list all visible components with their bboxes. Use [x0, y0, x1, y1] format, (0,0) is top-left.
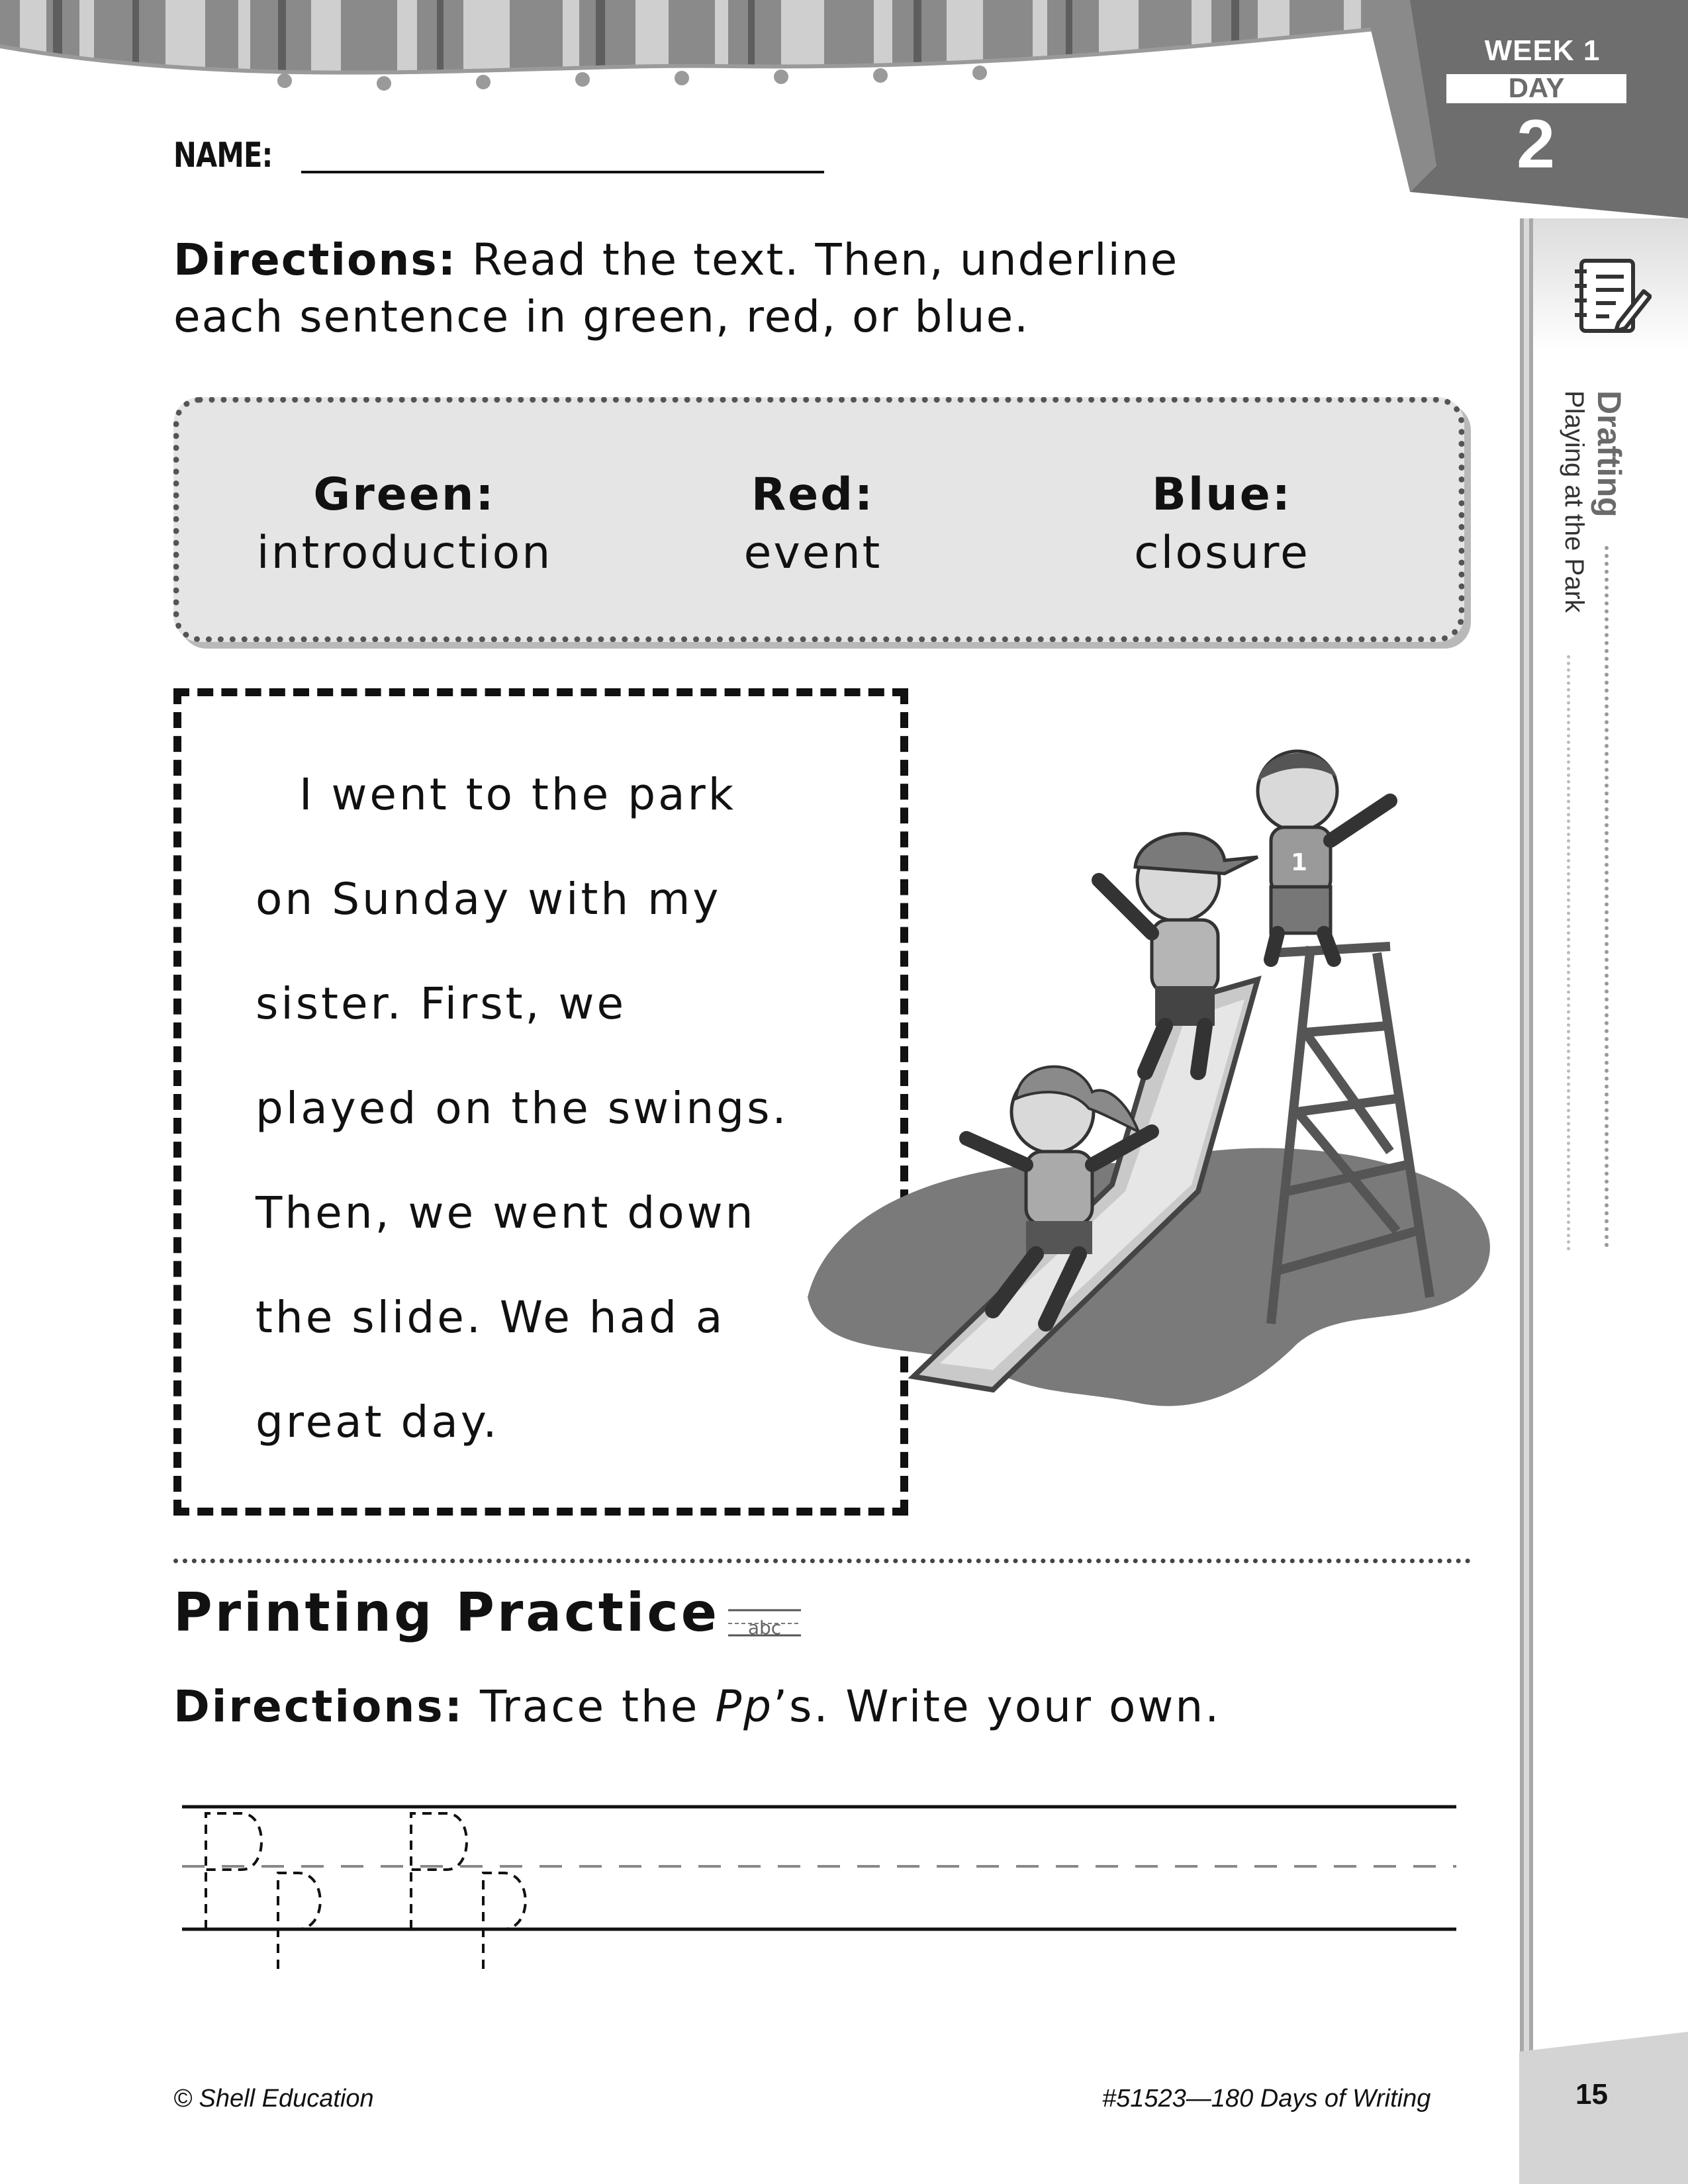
- handwriting-practice-lines[interactable]: [182, 1794, 1456, 2019]
- sidebar-dotted-rule-2: [1567, 655, 1570, 1251]
- color-key-box: [173, 397, 1464, 642]
- section-divider: [173, 1559, 1471, 1563]
- name-label: NAME:: [173, 136, 273, 175]
- story-line-6[interactable]: the slide. We had a: [256, 1292, 726, 1343]
- page-number: 15: [1575, 2078, 1608, 2111]
- printing-practice-title: Printing Practice: [173, 1582, 720, 1643]
- day-number: 2: [1517, 106, 1555, 183]
- story-line-4[interactable]: played on the swings.: [256, 1083, 789, 1134]
- sidebar-stripe-bar: [1520, 218, 1533, 2058]
- printing-directions-pre: Trace the: [464, 1681, 716, 1732]
- sidebar-dotted-rule: [1605, 546, 1609, 1248]
- key-red-value: event: [743, 527, 882, 579]
- story-line-7[interactable]: great day.: [256, 1396, 500, 1447]
- sidebar-topic-label: Playing at the Park: [1560, 390, 1589, 613]
- key-green: [206, 466, 603, 582]
- svg-text:1: 1: [1291, 849, 1308, 876]
- key-red-label: Red:: [751, 469, 875, 521]
- directions-label: Directions:: [173, 234, 457, 285]
- sidebar-label-area: [1549, 390, 1635, 1251]
- key-blue-value: closure: [1134, 527, 1310, 579]
- directions-line1: Read the text. Then, underline: [457, 234, 1179, 285]
- notebook-pencil-icon: [1572, 257, 1652, 340]
- top-decorative-banner: [0, 0, 1403, 99]
- story-line-2[interactable]: on Sunday with my: [256, 874, 722, 925]
- key-green-value: introduction: [256, 527, 553, 579]
- name-write-line[interactable]: [301, 171, 824, 173]
- printing-directions-letters: Pp: [715, 1681, 774, 1732]
- printing-directions: [173, 1681, 1221, 1732]
- key-blue-label: Blue:: [1152, 469, 1292, 521]
- directions-line2: each sentence in green, red, or blue.: [173, 291, 1030, 342]
- abc-icon-text: abc: [747, 1617, 782, 1638]
- day-label: DAY: [1508, 72, 1565, 103]
- key-red: [614, 466, 1011, 582]
- footer-copyright: © Shell Education: [173, 2085, 374, 2113]
- playground-slide-illustration: [794, 728, 1509, 1522]
- directions-text: [173, 232, 1365, 345]
- sidebar-section-label: Drafting: [1591, 390, 1628, 518]
- story-line-5[interactable]: Then, we went down: [256, 1187, 756, 1238]
- key-blue: [1023, 466, 1421, 582]
- story-line-1[interactable]: I went to the park: [299, 769, 736, 820]
- printing-directions-post: ’s. Write your own.: [773, 1681, 1221, 1732]
- week-label: WEEK 1: [1484, 34, 1601, 67]
- printing-directions-label: Directions:: [173, 1681, 465, 1732]
- story-line-3[interactable]: sister. First, we: [256, 978, 627, 1029]
- key-green-label: Green:: [313, 469, 496, 521]
- abc-lines-icon: [728, 1605, 801, 1638]
- footer-book-title: #51523—180 Days of Writing: [1102, 2085, 1431, 2113]
